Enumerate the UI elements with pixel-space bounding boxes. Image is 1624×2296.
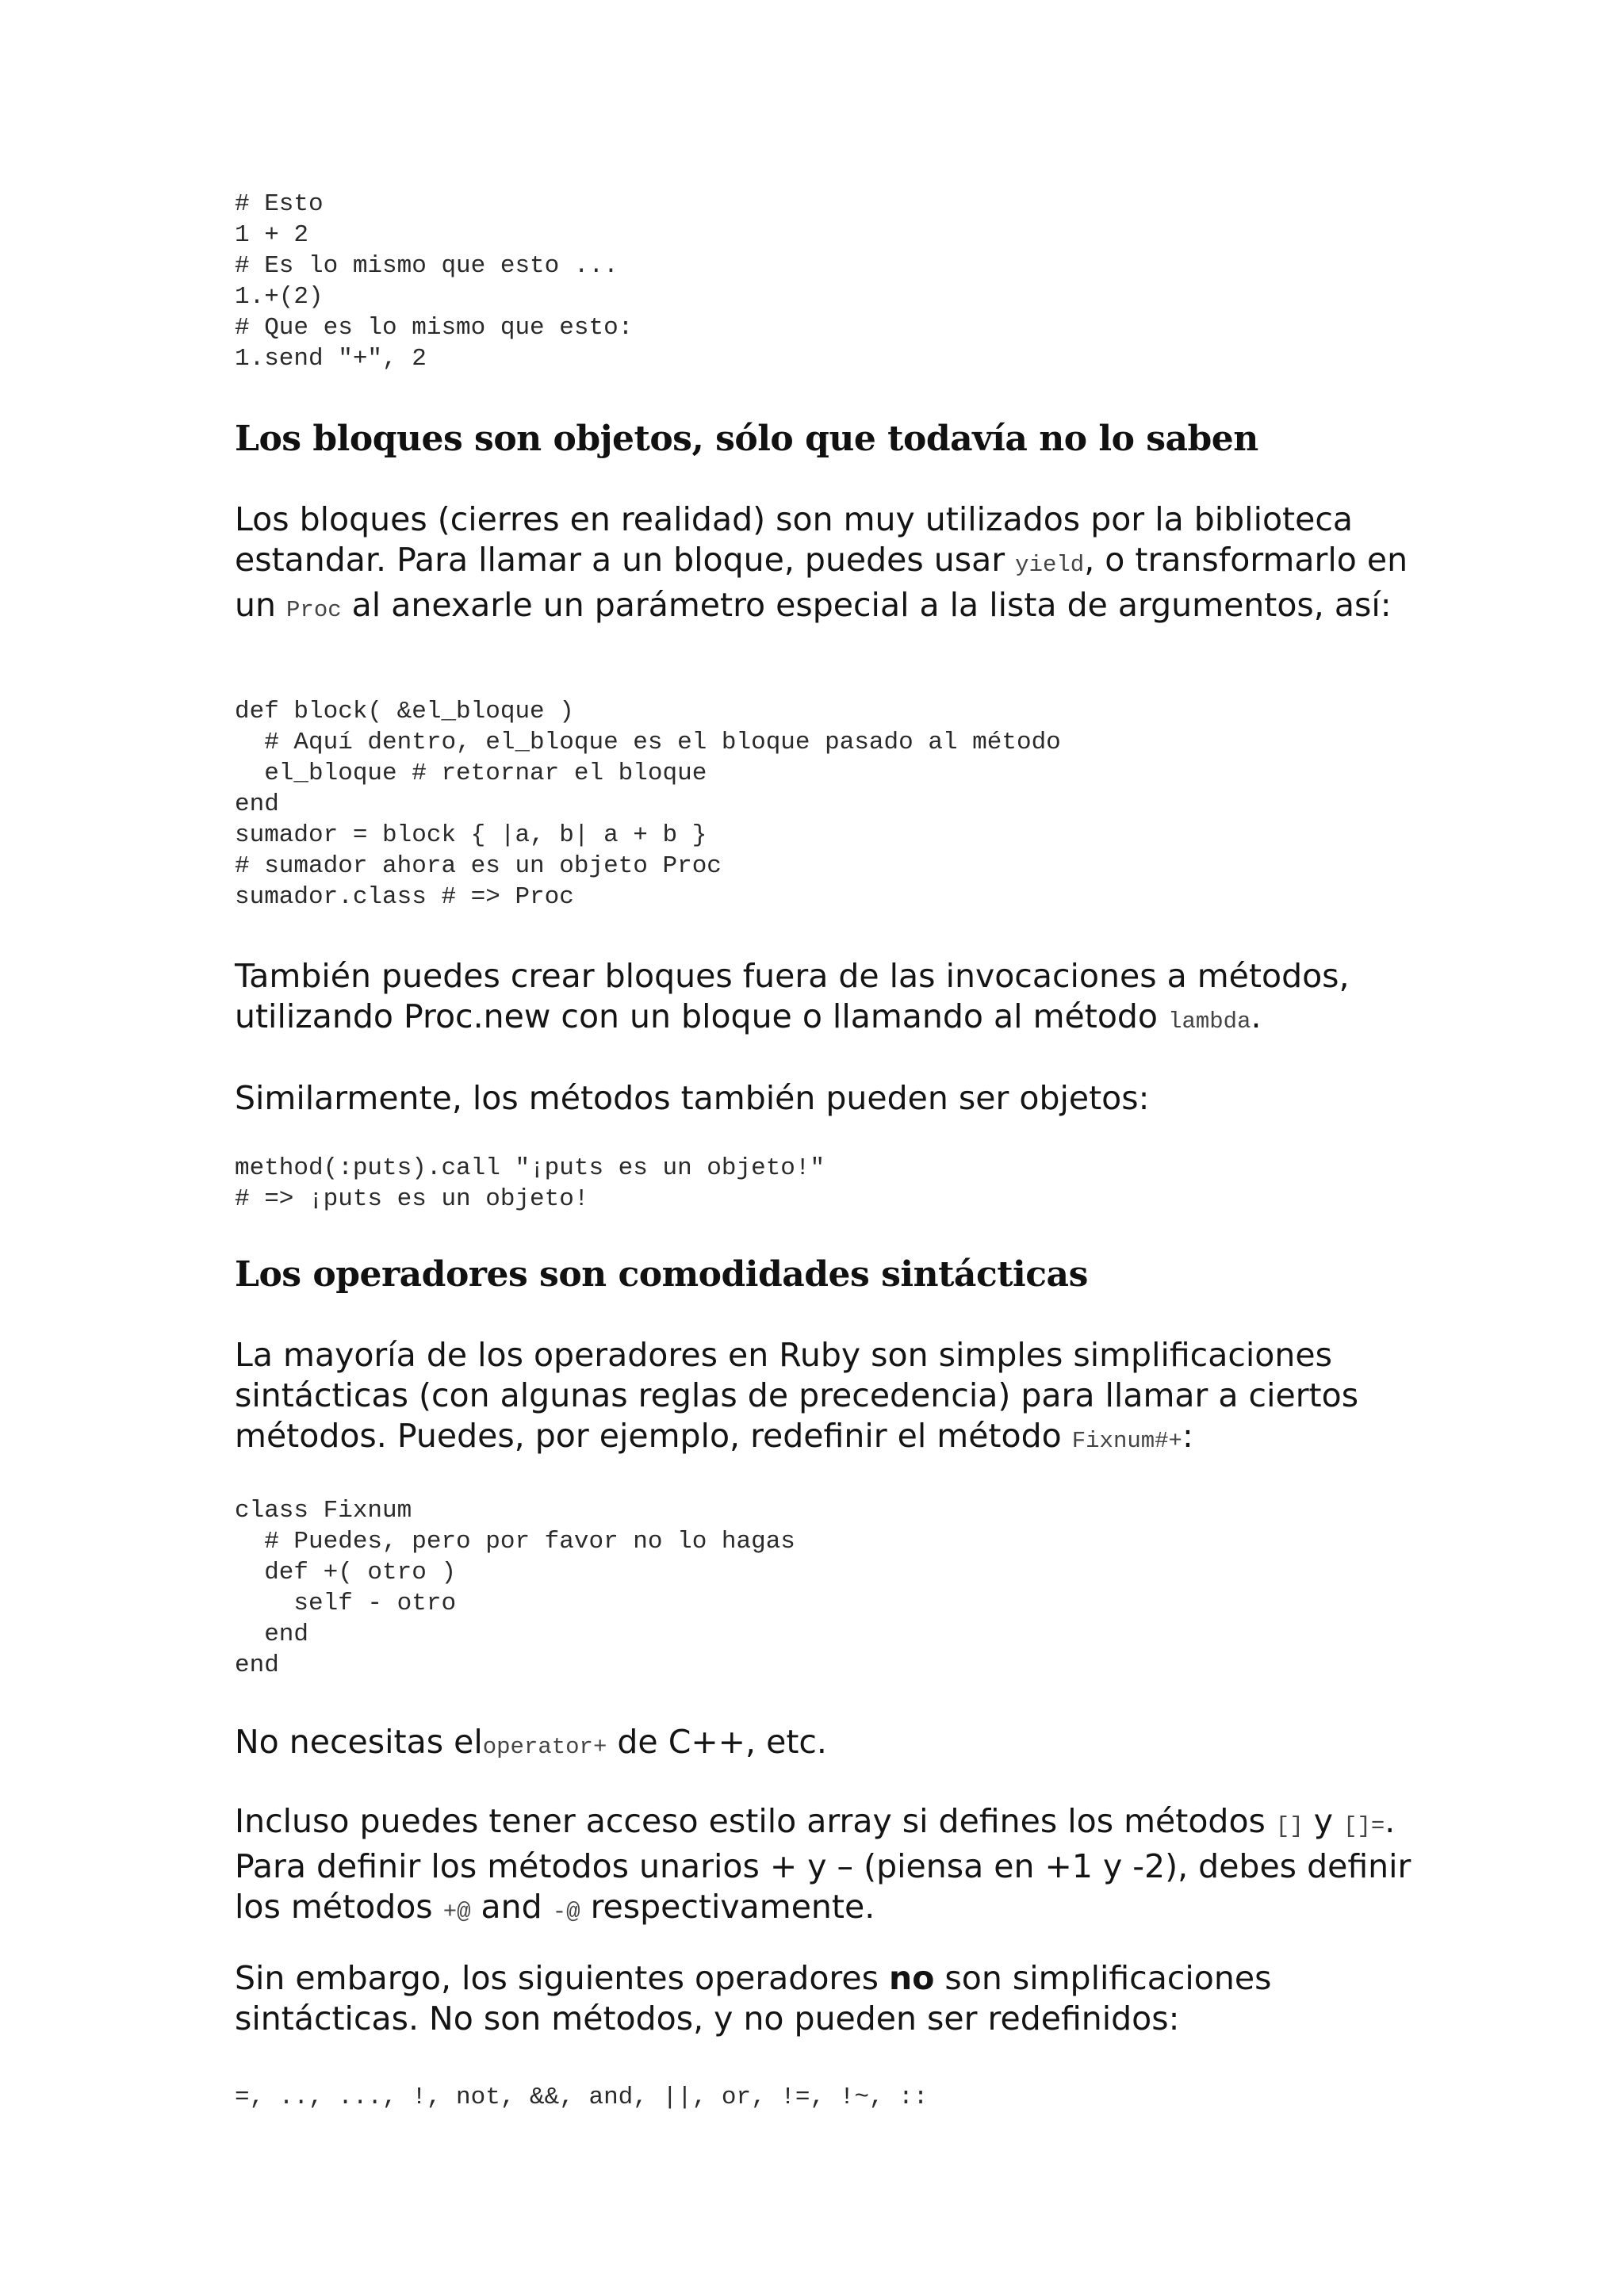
code-line: =, .., ..., !, not, &&, and, ||, or, !=, !~, :: — [235, 2084, 929, 2111]
code-line: # Esto — [235, 190, 324, 218]
code-line: end — [235, 1651, 279, 1679]
code-line: # sumador ahora es un objeto Proc — [235, 852, 722, 880]
code-block-method-call — [235, 1153, 825, 1215]
code-line: 1 + 2 — [235, 221, 309, 249]
code-line: sumador.class # => Proc — [235, 883, 574, 911]
inline-code-yield: yield — [1015, 552, 1085, 578]
code-line: def block( &el_bloque ) — [235, 698, 574, 725]
inline-code-brackets-assign: []= — [1343, 1813, 1385, 1839]
code-line: def +( otro ) — [235, 1559, 457, 1586]
code-line: # Es lo mismo que esto ... — [235, 252, 619, 280]
code-block-block-proc — [235, 696, 1061, 913]
paragraph-proc-new: También puedes crear bloques fuera de las invocaciones a métodos, utilizando Proc.new con un bloque o llamando al método lambda. — [235, 957, 1350, 1035]
paragraph-operadores: La mayoría de los operadores en Ruby son simples simplificaciones sintácticas (con algunas reglas de precedencia) para llamar a ciertos métodos. Puedes, por ejemplo, redefinir el método Fixnum#+: — [235, 1336, 1359, 1455]
paragraph-bloques: Los bloques (cierres en realidad) son muy utilizados por la biblioteca estandar. Para llamar a un bloque, puedes usar yield, o transformarlo en un Proc al anexarle un parámetro especial a la lista de argumentos, así: — [235, 500, 1408, 624]
heading-operadores: Los operadores son comodidades sintácticas — [235, 1254, 1088, 1295]
code-line: # Puedes, pero por favor no lo hagas — [235, 1528, 795, 1556]
code-line: # => ¡puts es un objeto! — [235, 1185, 589, 1213]
paragraph-operator-plus: No necesitas eloperator+ de C++, etc. — [235, 1723, 827, 1761]
code-line: end — [235, 1621, 309, 1648]
inline-code-brackets: [] — [1275, 1813, 1304, 1839]
paragraph-array-access: Incluso puedes tener acceso estilo array si defines los métodos [] y []=. Para definir los métodos unarios + y – (piensa en +1 y -2), debes definir los métodos +@ and -@ respectivamente. — [235, 1802, 1411, 1926]
code-line: # Que es lo mismo que esto: — [235, 314, 634, 342]
code-line: 1.+(2) — [235, 283, 324, 311]
emphasis-no: no — [889, 1959, 935, 1997]
inline-code-lambda: lambda — [1168, 1008, 1251, 1035]
code-line: sumador = block { |a, b| a + b } — [235, 821, 707, 849]
inline-code-operator-plus: operator+ — [482, 1734, 607, 1760]
inline-code-fixnum-plus: Fixnum#+ — [1071, 1428, 1182, 1454]
heading-bloques: Los bloques son objetos, sólo que todavía no lo saben — [235, 419, 1258, 459]
code-line: method(:puts).call "¡puts es un objeto!" — [235, 1154, 825, 1182]
code-block-class-fixnum — [235, 1495, 795, 1681]
inline-code-unary-minus: -@ — [552, 1899, 580, 1925]
code-line: 1.send "+", 2 — [235, 345, 427, 373]
code-line: class Fixnum — [235, 1497, 412, 1525]
paragraph-metodos-objetos: Similarmente, los métodos también pueden ser objetos: — [235, 1079, 1150, 1117]
inline-code-unary-plus: +@ — [442, 1899, 471, 1925]
code-block-operators-send — [235, 189, 633, 374]
paragraph-no-redefinibles: Sin embargo, los siguientes operadores no son simplificaciones sintácticas. No son métodos, y no pueden ser redefinidos: — [235, 1959, 1272, 2038]
inline-code-proc: Proc — [286, 597, 342, 623]
code-line: end — [235, 790, 279, 818]
code-block-non-methods — [235, 2082, 928, 2113]
code-line: el_bloque # retornar el bloque — [235, 760, 707, 787]
code-line: # Aquí dentro, el_bloque es el bloque pasado al método — [235, 729, 1061, 756]
code-line: self - otro — [235, 1590, 457, 1617]
